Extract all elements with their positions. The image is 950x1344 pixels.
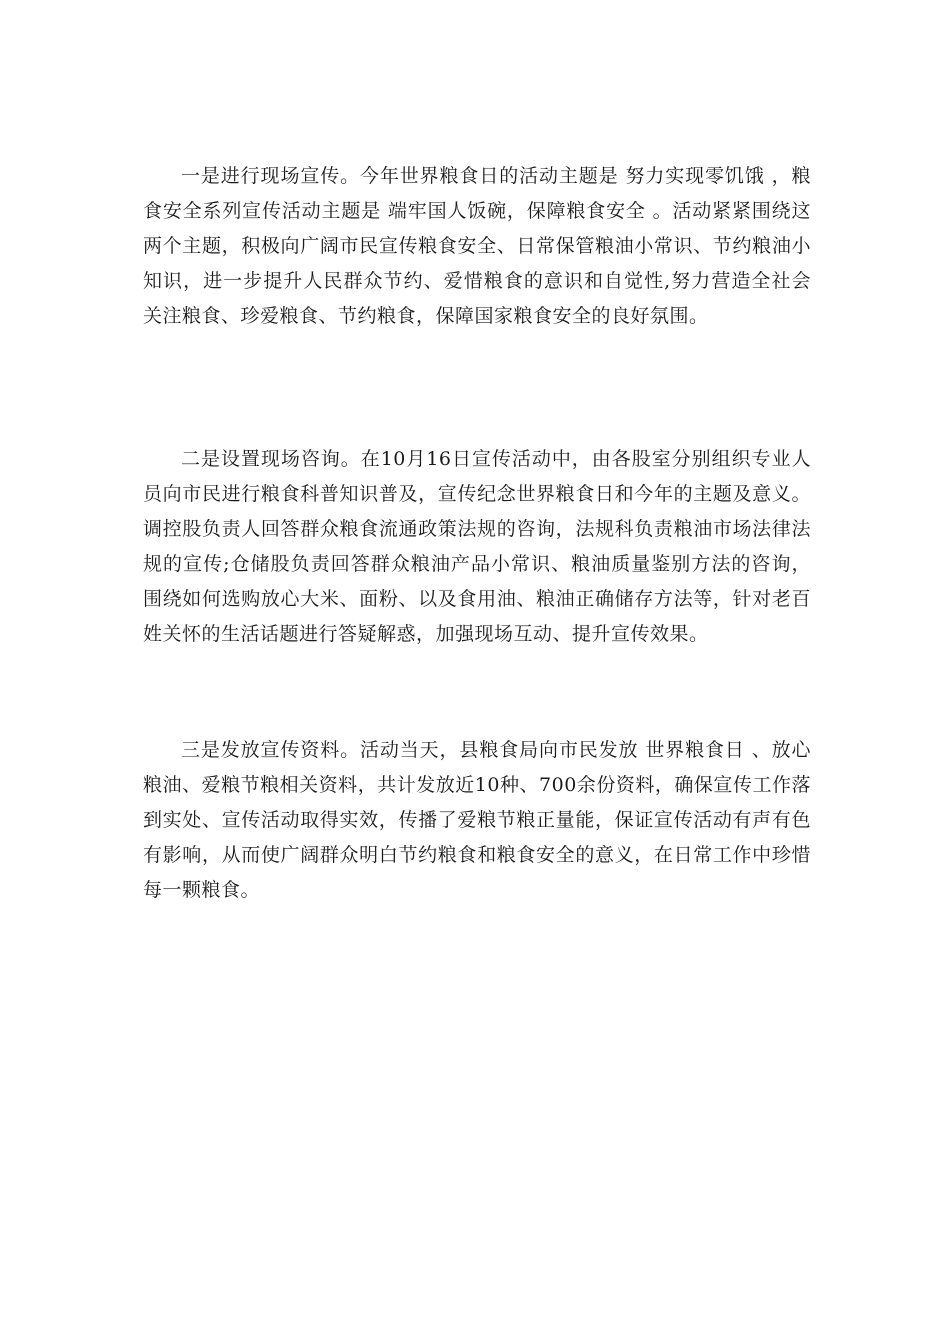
paragraph-materials-distribution: 三是发放宣传资料。活动当天，县粮食局向市民发放 世界粮食日 、放心粮油、爱粮节粮相关资料，共计发放近10种、700余份资料，确保宣传工作落到实处、宣传活动取得实效，传播了爱粮节粮正量能，保证宣传活动有声有色有影响，从而使广阔群众明白节约粮食和粮食安全的意义，在日常工作中珍惜每一颗粮食。 bbox=[143, 739, 811, 901]
paragraph-onsite-publicity: 一是进行现场宣传。今年世界粮食日的活动主题是 努力实现零饥饿 ，粮食安全系列宣传活动主题是 端牢国人饭碗，保障粮食安全 。活动紧紧围绕这两个主题，积极向广阔市民宣传粮食安全、日常保管粮油小常识、节约粮油小知识，进一步提升人民群众节约、爱惜粮食的意识和自觉性,努力营造全社会关注粮食、珍爱粮食、节约粮食，保障国家粮食安全的良好氛围。 bbox=[143, 165, 811, 327]
paragraph-onsite-consultation: 二是设置现场咨询。在10月16日宣传活动中，由各股室分别组织专业人员向市民进行粮食科普知识普及，宣传纪念世界粮食日和今年的主题及意义。调控股负责人回答群众粮食流通政策法规的咨询，法规科负责粮油市场法律法规的宣传;仓储股负责回答群众粮油产品小常识、粮油质量鉴别方法的咨询，围绕如何选购放心大米、面粉、以及食用油、粮油正确储存方法等，针对老百姓关怀的生活话题进行答疑解惑，加强现场互动、提升宣传效果。 bbox=[143, 448, 811, 645]
